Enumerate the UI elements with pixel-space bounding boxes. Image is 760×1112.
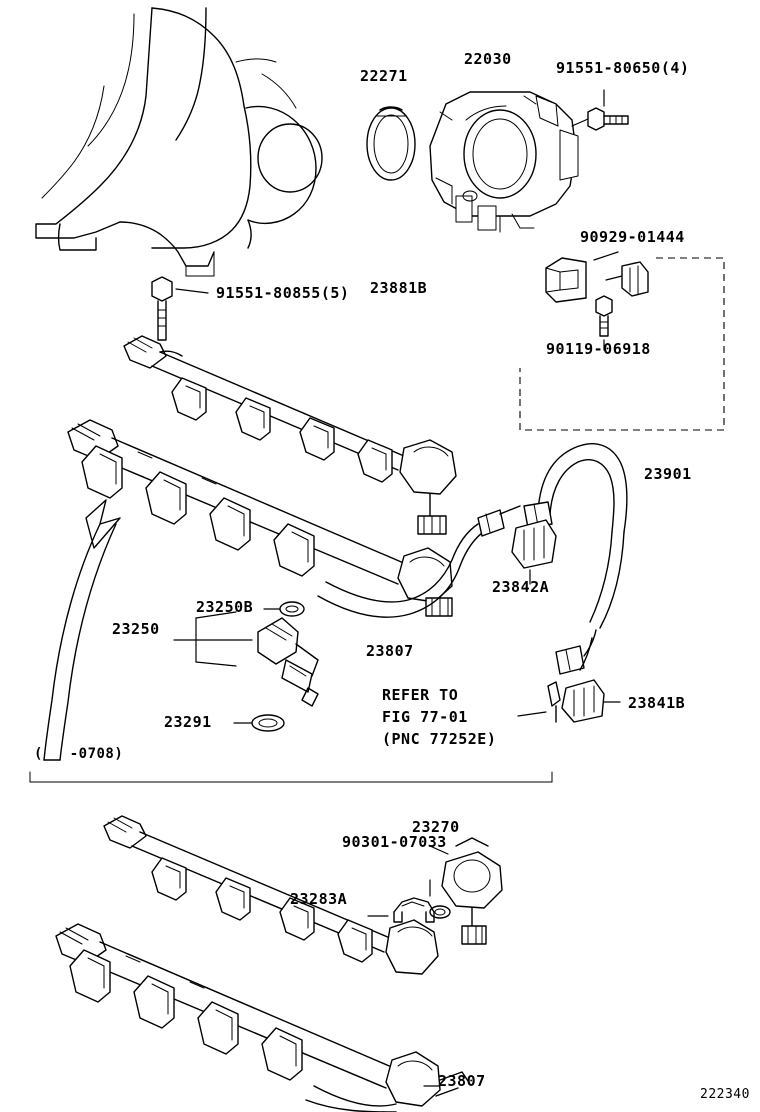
injector-art (174, 612, 318, 706)
label-23250: 23250 (112, 620, 160, 638)
label-23841B: 23841B (628, 694, 686, 712)
label-22271: 22271 (360, 67, 408, 85)
hose-connector-art (518, 680, 620, 722)
label-23807-lower: 23807 (438, 1072, 486, 1090)
label-23291: 23291 (164, 713, 212, 731)
label-23270: 23270 (412, 818, 460, 836)
fuel-rail-front-art (68, 420, 452, 616)
label-90119-06918: 90119-06918 (546, 340, 651, 358)
label-23250B: 23250B (196, 598, 254, 616)
label-91551-80855: 91551-80855(5) (216, 284, 350, 302)
rail-bolt-art (152, 277, 208, 340)
label-23807-upper: 23807 (366, 642, 414, 660)
label-23842A: 23842A (492, 578, 550, 596)
label-22030: 22030 (464, 50, 512, 68)
panel-divider (30, 772, 552, 782)
label-23901: 23901 (644, 465, 692, 483)
refer-note-line-2: FIG 77-01 (382, 708, 468, 726)
assembly-arrow (44, 500, 120, 760)
vsv-connector-art (512, 520, 556, 584)
label-23283A: 23283A (290, 890, 348, 908)
oring-lower-art (234, 715, 284, 731)
throttle-gasket-art (367, 107, 415, 180)
label-91551-80650: 91551-80650(4) (556, 59, 690, 77)
vsv-bracket-art (546, 252, 648, 350)
oring-upper-art (264, 602, 304, 616)
label-90929-01444: 90929-01444 (580, 228, 685, 246)
throttle-bolt-art (572, 90, 628, 130)
sheet-code: 222340 (700, 1087, 750, 1102)
refer-note-line-1: REFER TO (382, 686, 459, 704)
label-23881B: 23881B (370, 279, 428, 297)
regulator-clip-art (368, 898, 434, 922)
date-note: ( -0708) (34, 746, 124, 762)
intake-manifold-art (36, 8, 322, 276)
refer-note-line-3: (PNC 77252E) (382, 730, 497, 748)
pressure-regulator-art (430, 838, 502, 944)
throttle-body-art (430, 92, 578, 232)
label-90301-07033: 90301-07033 (342, 833, 447, 851)
